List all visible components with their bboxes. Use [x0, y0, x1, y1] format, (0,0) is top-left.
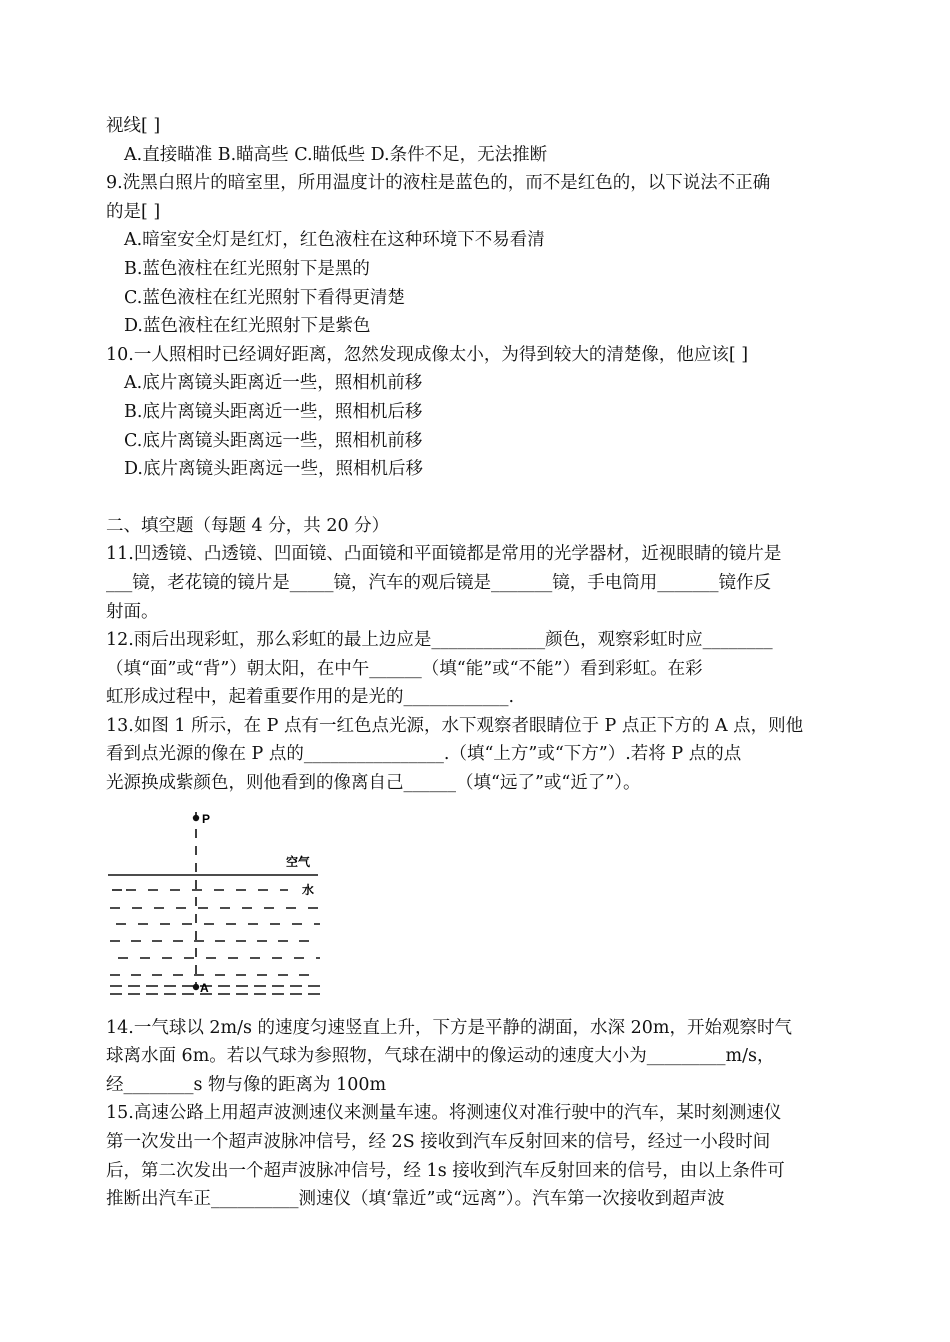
question-text: 第一次发出一个超声波脉冲信号，经 2S 接收到汽车反射回来的信号，经过一小段时间: [106, 1132, 771, 1153]
question-text: 9.洗黑白照片的暗室里，所用温度计的液柱是蓝色的，而不是红色的，以下说法不正确: [106, 173, 771, 194]
question-text: 光源换成紫颜色，则他看到的像离自己______（填“远了”或“近了”）。: [106, 773, 641, 794]
question-text: 看到点光源的像在 P 点的________________.（填“上方”或“下方”）.若将 P 点的点: [106, 744, 742, 765]
question-text: 后，第二次发出一个超声波脉冲信号，经 1s 接收到汽车反射回来的信号，由以上条件可: [106, 1160, 785, 1181]
section-heading: 二、填空题（每题 4 分，共 20 分）: [106, 515, 390, 536]
figure-1-svg: [106, 804, 366, 1004]
question-text: 13.如图 1 所示，在 P 点有一红色点光源，水下观察者眼睛位于 P 点正下方的 A 点，则他: [106, 715, 804, 736]
question-10: [106, 341, 848, 484]
label-p: P: [202, 811, 211, 826]
figure-1-diagram: [106, 804, 366, 1004]
question-text: 10.一人照相时已经调好距离，忽然发现成像太小，为得到较大的清楚像，他应该[ ]: [106, 344, 749, 365]
point-p: [193, 814, 199, 820]
question-11: [106, 540, 848, 626]
point-a: [193, 983, 199, 989]
question-text: 虹形成过程中，起着重要作用的是光的____________.: [106, 687, 515, 708]
question-15: [106, 1099, 848, 1213]
option-c: C.底片离镜头距离远一些，照相机前移: [124, 430, 423, 451]
question-text: 射面。: [106, 601, 159, 622]
option-c: C.蓝色液柱在红光照射下看得更清楚: [124, 287, 405, 308]
water-dashes: [110, 890, 320, 994]
option-b: B.底片离镜头距离近一些，照相机后移: [124, 401, 423, 422]
question-text: 视线[ ]: [106, 116, 161, 136]
label-water: 水: [302, 882, 315, 897]
question-text: 12.雨后出现彩虹，那么彩虹的最上边应是_____________颜色，观察彩虹时应________: [106, 630, 773, 651]
question-text: ___镜，老花镜的镜片是_____镜，汽车的观后镜是_______镜，手电筒用_______镜作反: [106, 572, 771, 593]
label-air: 空气: [286, 854, 311, 869]
question-text: 推断出汽车正__________测速仪（填‘靠近”或“远离”）。汽车第一次接收到超声波: [106, 1189, 725, 1210]
question-12: [106, 626, 848, 712]
option-a: A.暗室安全灯是红灯，红色液柱在这种环境下不易看清: [124, 230, 545, 251]
question-text: 球离水面 6m。若以气球为参照物，气球在湖中的像运动的速度大小为_________m/s，: [106, 1046, 775, 1067]
question-text: 14.一气球以 2m/s 的速度匀速竖直上升，下方是平静的湖面，水深 20m，开始观察时气: [106, 1017, 792, 1038]
option-b: B.蓝色液柱在红光照射下是黑的: [124, 258, 370, 279]
section-spacer: [106, 484, 848, 512]
question-9: [106, 169, 848, 341]
question-text: 的是[ ]: [106, 201, 161, 222]
question-options: A.直接瞄准 B.瞄高些 C.瞄低些 D.条件不足，无法推断: [124, 144, 548, 165]
question-8-tail: [106, 112, 848, 169]
option-d: D.蓝色液柱在红光照射下是紫色: [124, 316, 371, 337]
option-d: D.底片离镜头距离远一些，照相机后移: [124, 459, 423, 480]
question-text: 11.凹透镜、凸透镜、凹面镜、凸面镜和平面镜都是常用的光学器材，近视眼睛的镜片是: [106, 544, 782, 565]
question-text: （填“面”或“背”）朝太阳，在中午______（填“能”或“不能”）看到彩虹。在彩: [106, 658, 703, 679]
exam-page: [106, 112, 848, 1214]
label-a: A: [200, 980, 209, 995]
question-text: 15.高速公路上用超声波测速仪来测量车速。将测速仪对准行驶中的汽车，某时刻测速仪: [106, 1103, 782, 1124]
question-14: [106, 1014, 848, 1100]
question-13: [106, 712, 848, 798]
question-text: 经________s 物与像的距离为 100m: [106, 1074, 387, 1095]
option-a: A.底片离镜头距离近一些，照相机前移: [124, 373, 423, 394]
